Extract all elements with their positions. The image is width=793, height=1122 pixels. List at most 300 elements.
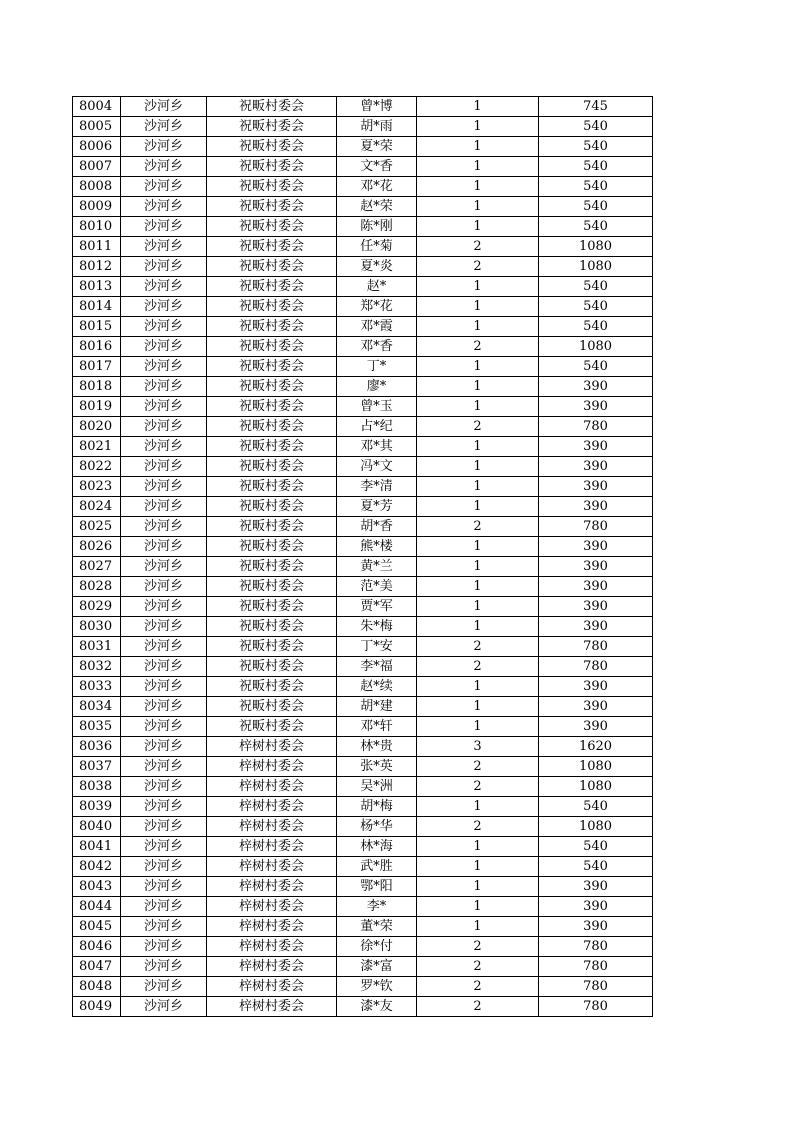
table-row [73,437,653,457]
township-cell: 沙河乡 [121,337,207,357]
village-committee-cell: 梓树村委会 [207,837,337,857]
row-number-cell: 8017 [73,357,121,377]
row-number-cell: 8048 [73,977,121,997]
name-cell: 丁* [337,357,417,377]
name-cell: 胡*建 [337,697,417,717]
name-cell: 冯*文 [337,457,417,477]
name-cell: 邓*香 [337,337,417,357]
village-committee-cell: 祝畈村委会 [207,557,337,577]
count-cell: 1 [417,837,539,857]
table-row [73,217,653,237]
village-committee-cell: 祝畈村委会 [207,277,337,297]
amount-cell: 390 [539,557,653,577]
count-cell: 1 [417,357,539,377]
amount-cell: 390 [539,577,653,597]
village-committee-cell: 祝畈村委会 [207,137,337,157]
table-row [73,497,653,517]
count-cell: 1 [417,557,539,577]
name-cell: 杨*华 [337,817,417,837]
name-cell: 漆*富 [337,957,417,977]
village-committee-cell: 祝畈村委会 [207,617,337,637]
name-cell: 邓*其 [337,437,417,457]
amount-cell: 540 [539,317,653,337]
count-cell: 1 [417,577,539,597]
count-cell: 2 [417,937,539,957]
row-number-cell: 8024 [73,497,121,517]
township-cell: 沙河乡 [121,937,207,957]
village-committee-cell: 祝畈村委会 [207,577,337,597]
table-row [73,577,653,597]
amount-cell: 390 [539,697,653,717]
table-row [73,617,653,637]
township-cell: 沙河乡 [121,617,207,637]
township-cell: 沙河乡 [121,677,207,697]
village-committee-cell: 祝畈村委会 [207,177,337,197]
amount-cell: 390 [539,457,653,477]
amount-cell: 390 [539,537,653,557]
table-row [73,397,653,417]
table-row [73,197,653,217]
township-cell: 沙河乡 [121,197,207,217]
table-row [73,97,653,117]
table-row [73,917,653,937]
row-number-cell: 8033 [73,677,121,697]
count-cell: 1 [417,797,539,817]
table-row [73,897,653,917]
table-row [73,697,653,717]
township-cell: 沙河乡 [121,757,207,777]
row-number-cell: 8007 [73,157,121,177]
name-cell: 李*清 [337,477,417,497]
township-cell: 沙河乡 [121,517,207,537]
table-row [73,277,653,297]
name-cell: 夏*芳 [337,497,417,517]
township-cell: 沙河乡 [121,437,207,457]
count-cell: 1 [417,317,539,337]
table-row [73,157,653,177]
name-cell: 鄂*阳 [337,877,417,897]
township-cell: 沙河乡 [121,177,207,197]
amount-cell: 1080 [539,777,653,797]
amount-cell: 540 [539,217,653,237]
township-cell: 沙河乡 [121,317,207,337]
village-committee-cell: 梓树村委会 [207,757,337,777]
row-number-cell: 8006 [73,137,121,157]
name-cell: 文*香 [337,157,417,177]
village-committee-cell: 祝畈村委会 [207,517,337,537]
name-cell: 熊*楼 [337,537,417,557]
row-number-cell: 8036 [73,737,121,757]
village-committee-cell: 梓树村委会 [207,797,337,817]
township-cell: 沙河乡 [121,497,207,517]
village-committee-cell: 祝畈村委会 [207,317,337,337]
row-number-cell: 8030 [73,617,121,637]
row-number-cell: 8012 [73,257,121,277]
amount-cell: 390 [539,477,653,497]
village-committee-cell: 梓树村委会 [207,737,337,757]
village-committee-cell: 梓树村委会 [207,897,337,917]
village-committee-cell: 祝畈村委会 [207,417,337,437]
village-committee-cell: 祝畈村委会 [207,237,337,257]
amount-cell: 540 [539,797,653,817]
count-cell: 1 [417,157,539,177]
count-cell: 1 [417,597,539,617]
name-cell: 罗*钦 [337,977,417,997]
table-row [73,137,653,157]
data-table [72,96,653,1017]
name-cell: 黄*兰 [337,557,417,577]
township-cell: 沙河乡 [121,477,207,497]
village-committee-cell: 祝畈村委会 [207,377,337,397]
amount-cell: 390 [539,377,653,397]
count-cell: 2 [417,657,539,677]
amount-cell: 390 [539,717,653,737]
row-number-cell: 8022 [73,457,121,477]
table-row [73,937,653,957]
amount-cell: 390 [539,497,653,517]
village-committee-cell: 祝畈村委会 [207,697,337,717]
table-row [73,237,653,257]
table-row [73,457,653,477]
township-cell: 沙河乡 [121,737,207,757]
row-number-cell: 8019 [73,397,121,417]
row-number-cell: 8015 [73,317,121,337]
count-cell: 3 [417,737,539,757]
table-row [73,477,653,497]
table-row [73,957,653,977]
village-committee-cell: 祝畈村委会 [207,717,337,737]
amount-cell: 1620 [539,737,653,757]
name-cell: 武*胜 [337,857,417,877]
row-number-cell: 8042 [73,857,121,877]
name-cell: 李*福 [337,657,417,677]
row-number-cell: 8020 [73,417,121,437]
count-cell: 1 [417,297,539,317]
amount-cell: 540 [539,117,653,137]
township-cell: 沙河乡 [121,657,207,677]
township-cell: 沙河乡 [121,897,207,917]
row-number-cell: 8018 [73,377,121,397]
township-cell: 沙河乡 [121,537,207,557]
name-cell: 范*美 [337,577,417,597]
name-cell: 曾*玉 [337,397,417,417]
amount-cell: 540 [539,157,653,177]
name-cell: 曾*博 [337,97,417,117]
township-cell: 沙河乡 [121,817,207,837]
count-cell: 1 [417,697,539,717]
count-cell: 1 [417,277,539,297]
township-cell: 沙河乡 [121,717,207,737]
count-cell: 1 [417,97,539,117]
township-cell: 沙河乡 [121,557,207,577]
amount-cell: 1080 [539,337,653,357]
amount-cell: 540 [539,277,653,297]
table-row [73,837,653,857]
township-cell: 沙河乡 [121,957,207,977]
table-row [73,777,653,797]
township-cell: 沙河乡 [121,297,207,317]
village-committee-cell: 梓树村委会 [207,977,337,997]
township-cell: 沙河乡 [121,837,207,857]
count-cell: 1 [417,677,539,697]
count-cell: 1 [417,537,539,557]
village-committee-cell: 祝畈村委会 [207,597,337,617]
amount-cell: 1080 [539,757,653,777]
village-committee-cell: 祝畈村委会 [207,257,337,277]
village-committee-cell: 梓树村委会 [207,777,337,797]
township-cell: 沙河乡 [121,137,207,157]
table-row [73,257,653,277]
count-cell: 2 [417,777,539,797]
name-cell: 李* [337,897,417,917]
count-cell: 2 [417,517,539,537]
row-number-cell: 8043 [73,877,121,897]
township-cell: 沙河乡 [121,917,207,937]
village-committee-cell: 梓树村委会 [207,937,337,957]
village-committee-cell: 祝畈村委会 [207,457,337,477]
count-cell: 1 [417,137,539,157]
row-number-cell: 8041 [73,837,121,857]
village-committee-cell: 祝畈村委会 [207,357,337,377]
count-cell: 2 [417,957,539,977]
table-row [73,797,653,817]
count-cell: 2 [417,637,539,657]
amount-cell: 540 [539,857,653,877]
count-cell: 1 [417,497,539,517]
count-cell: 1 [417,717,539,737]
row-number-cell: 8046 [73,937,121,957]
township-cell: 沙河乡 [121,357,207,377]
village-committee-cell: 祝畈村委会 [207,537,337,557]
amount-cell: 540 [539,137,653,157]
village-committee-cell: 祝畈村委会 [207,397,337,417]
row-number-cell: 8009 [73,197,121,217]
row-number-cell: 8008 [73,177,121,197]
row-number-cell: 8026 [73,537,121,557]
count-cell: 2 [417,257,539,277]
name-cell: 胡*梅 [337,797,417,817]
row-number-cell: 8027 [73,557,121,577]
table-row [73,177,653,197]
amount-cell: 1080 [539,257,653,277]
amount-cell: 390 [539,897,653,917]
name-cell: 吴*洲 [337,777,417,797]
count-cell: 2 [417,757,539,777]
table-row [73,877,653,897]
village-committee-cell: 祝畈村委会 [207,117,337,137]
table-row [73,557,653,577]
name-cell: 夏*荣 [337,137,417,157]
row-number-cell: 8045 [73,917,121,937]
table-row [73,857,653,877]
name-cell: 廖* [337,377,417,397]
name-cell: 徐*付 [337,937,417,957]
township-cell: 沙河乡 [121,777,207,797]
row-number-cell: 8025 [73,517,121,537]
name-cell: 陈*刚 [337,217,417,237]
table-row [73,417,653,437]
row-number-cell: 8035 [73,717,121,737]
name-cell: 邓*轩 [337,717,417,737]
village-committee-cell: 祝畈村委会 [207,197,337,217]
village-committee-cell: 祝畈村委会 [207,477,337,497]
amount-cell: 540 [539,297,653,317]
amount-cell: 540 [539,837,653,857]
row-number-cell: 8038 [73,777,121,797]
village-committee-cell: 祝畈村委会 [207,677,337,697]
count-cell: 1 [417,477,539,497]
row-number-cell: 8034 [73,697,121,717]
amount-cell: 390 [539,617,653,637]
amount-cell: 780 [539,657,653,677]
village-committee-cell: 梓树村委会 [207,817,337,837]
row-number-cell: 8037 [73,757,121,777]
table-row [73,997,653,1017]
row-number-cell: 8023 [73,477,121,497]
township-cell: 沙河乡 [121,97,207,117]
village-committee-cell: 祝畈村委会 [207,337,337,357]
count-cell: 2 [417,977,539,997]
township-cell: 沙河乡 [121,997,207,1017]
count-cell: 1 [417,457,539,477]
name-cell: 胡*雨 [337,117,417,137]
name-cell: 漆*友 [337,997,417,1017]
township-cell: 沙河乡 [121,577,207,597]
row-number-cell: 8044 [73,897,121,917]
table-row [73,337,653,357]
table-row [73,377,653,397]
row-number-cell: 8013 [73,277,121,297]
row-number-cell: 8014 [73,297,121,317]
count-cell: 1 [417,197,539,217]
township-cell: 沙河乡 [121,397,207,417]
village-committee-cell: 梓树村委会 [207,997,337,1017]
amount-cell: 780 [539,417,653,437]
count-cell: 2 [417,417,539,437]
township-cell: 沙河乡 [121,637,207,657]
village-committee-cell: 梓树村委会 [207,957,337,977]
row-number-cell: 8021 [73,437,121,457]
township-cell: 沙河乡 [121,877,207,897]
table-row [73,757,653,777]
name-cell: 赵*续 [337,677,417,697]
amount-cell: 1080 [539,817,653,837]
township-cell: 沙河乡 [121,597,207,617]
row-number-cell: 8031 [73,637,121,657]
count-cell: 2 [417,817,539,837]
amount-cell: 390 [539,917,653,937]
row-number-cell: 8039 [73,797,121,817]
amount-cell: 390 [539,597,653,617]
township-cell: 沙河乡 [121,697,207,717]
name-cell: 贾*军 [337,597,417,617]
name-cell: 林*贵 [337,737,417,757]
table-row [73,737,653,757]
count-cell: 1 [417,177,539,197]
township-cell: 沙河乡 [121,977,207,997]
township-cell: 沙河乡 [121,377,207,397]
table-row [73,977,653,997]
name-cell: 胡*香 [337,517,417,537]
village-committee-cell: 祝畈村委会 [207,497,337,517]
amount-cell: 780 [539,957,653,977]
amount-cell: 780 [539,977,653,997]
township-cell: 沙河乡 [121,457,207,477]
count-cell: 1 [417,617,539,637]
table-row [73,117,653,137]
village-committee-cell: 祝畈村委会 [207,297,337,317]
count-cell: 1 [417,437,539,457]
row-number-cell: 8032 [73,657,121,677]
table-body [73,97,653,1017]
amount-cell: 780 [539,517,653,537]
row-number-cell: 8010 [73,217,121,237]
row-number-cell: 8004 [73,97,121,117]
township-cell: 沙河乡 [121,417,207,437]
amount-cell: 745 [539,97,653,117]
table-row [73,657,653,677]
row-number-cell: 8028 [73,577,121,597]
row-number-cell: 8047 [73,957,121,977]
name-cell: 丁*安 [337,637,417,657]
count-cell: 1 [417,117,539,137]
amount-cell: 540 [539,197,653,217]
amount-cell: 390 [539,677,653,697]
table-row [73,677,653,697]
village-committee-cell: 梓树村委会 [207,917,337,937]
village-committee-cell: 祝畈村委会 [207,157,337,177]
row-number-cell: 8011 [73,237,121,257]
name-cell: 邓*霞 [337,317,417,337]
table-row [73,717,653,737]
table-row [73,517,653,537]
name-cell: 邓*花 [337,177,417,197]
amount-cell: 1080 [539,237,653,257]
name-cell: 郑*花 [337,297,417,317]
row-number-cell: 8016 [73,337,121,357]
name-cell: 任*菊 [337,237,417,257]
township-cell: 沙河乡 [121,117,207,137]
village-committee-cell: 祝畈村委会 [207,657,337,677]
count-cell: 2 [417,237,539,257]
name-cell: 董*荣 [337,917,417,937]
township-cell: 沙河乡 [121,237,207,257]
name-cell: 夏*炎 [337,257,417,277]
name-cell: 张*英 [337,757,417,777]
count-cell: 2 [417,337,539,357]
row-number-cell: 8005 [73,117,121,137]
amount-cell: 390 [539,437,653,457]
table-row [73,357,653,377]
count-cell: 1 [417,217,539,237]
count-cell: 1 [417,917,539,937]
village-committee-cell: 祝畈村委会 [207,637,337,657]
row-number-cell: 8040 [73,817,121,837]
village-committee-cell: 梓树村委会 [207,877,337,897]
name-cell: 占*纪 [337,417,417,437]
count-cell: 1 [417,377,539,397]
village-committee-cell: 梓树村委会 [207,857,337,877]
count-cell: 1 [417,397,539,417]
township-cell: 沙河乡 [121,257,207,277]
amount-cell: 540 [539,357,653,377]
amount-cell: 390 [539,877,653,897]
township-cell: 沙河乡 [121,157,207,177]
table-row [73,297,653,317]
count-cell: 1 [417,877,539,897]
name-cell: 林*海 [337,837,417,857]
table-row [73,597,653,617]
